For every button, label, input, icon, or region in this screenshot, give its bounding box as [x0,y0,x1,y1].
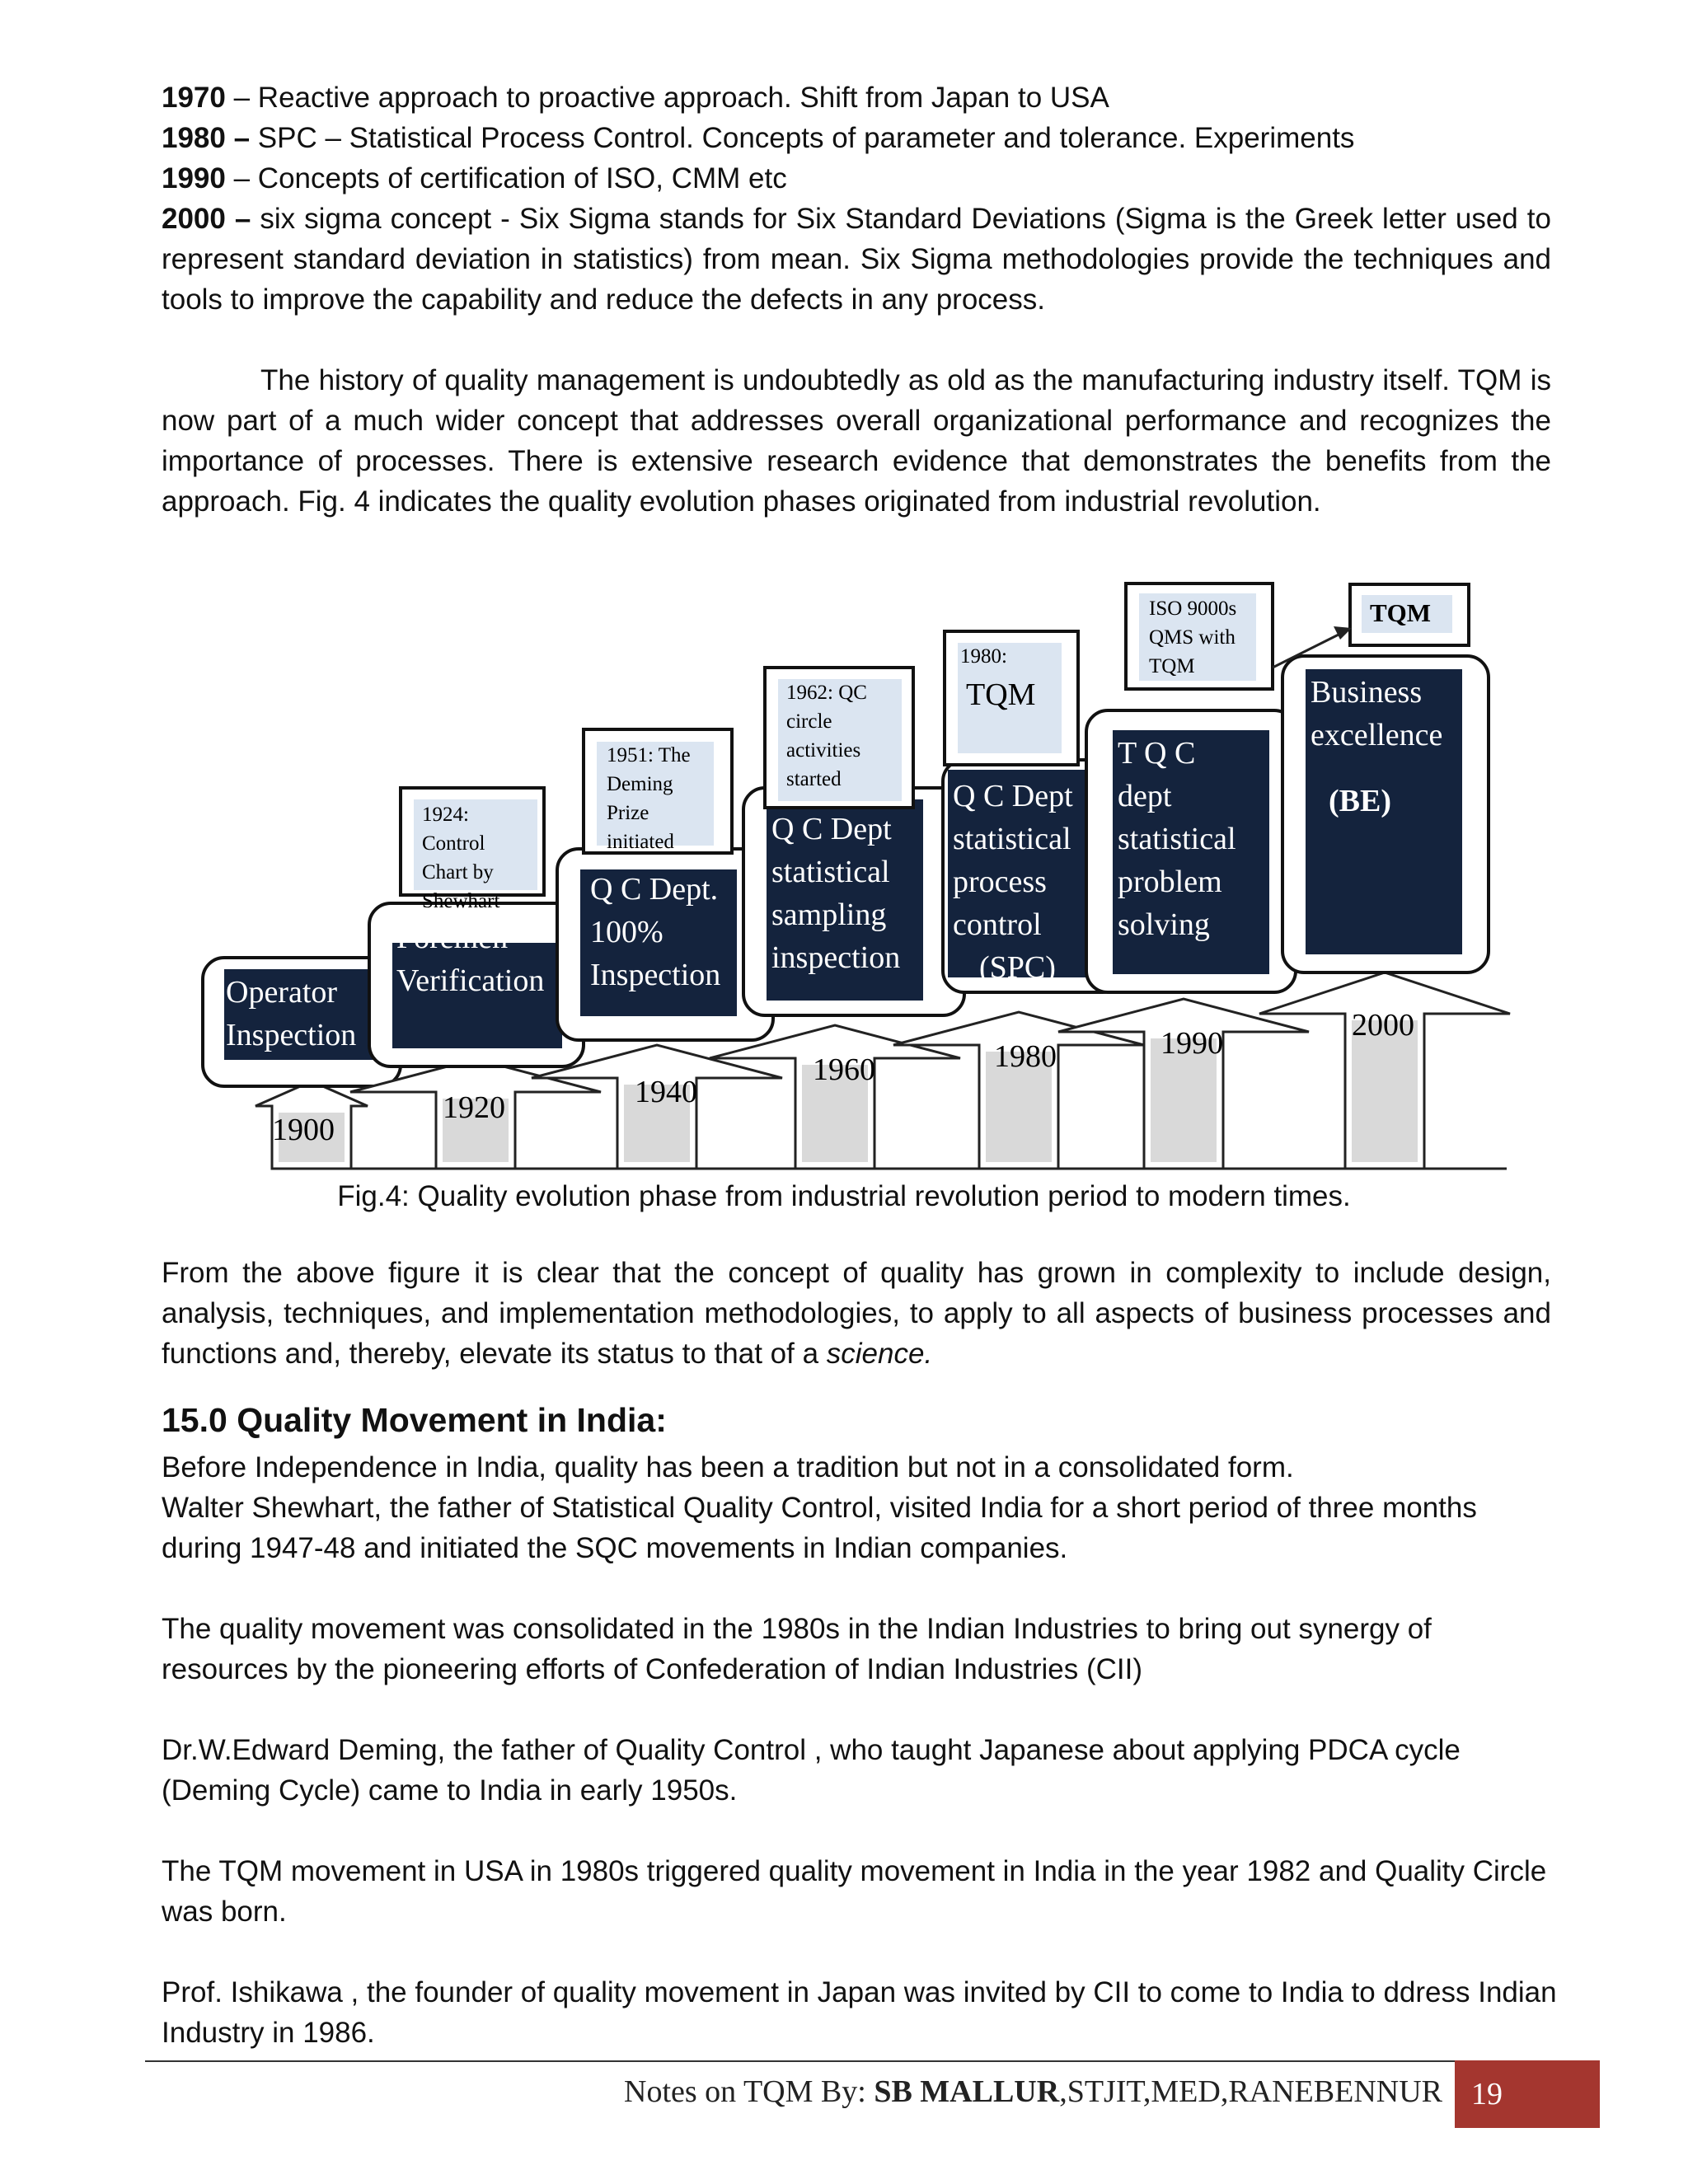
timeline-entry-1970: 1970 – Reactive approach to proactive approach. Shift from Japan to USA [162,82,1109,114]
india-paragraph: Before Independence in India, quality has been a tradition but not in a consolidated form. [162,1451,1294,1483]
milestone-note-text: TQM [1149,655,1195,677]
phase-label: excellence [1311,718,1443,752]
timeline-entries [162,77,1551,320]
milestone-note-text: Shewhart [422,890,500,912]
year-label: 1990 [1160,1026,1223,1061]
milestone-note-text: circle [786,710,832,733]
phase-label: Q C Dept [771,812,892,846]
phase-label: inspection [771,940,901,975]
phase-label: dept [1118,779,1172,813]
india-paragraph: Dr.W.Edward Deming, the father of Quality Control , who taught Japanese about applying PDCA cycle (Deming Cycle) came to India in early 1950s. [162,1734,1461,1807]
milestone-note-text: Control [422,832,485,855]
phase-label: (BE) [1329,784,1391,818]
milestone-note-text: Deming [607,773,673,795]
phase-label: T Q C [1118,736,1196,771]
phase-label: statistical [771,855,890,889]
year-label: 1940 [635,1075,697,1109]
phase-label: sampling [771,898,887,932]
india-paragraph: Walter Shewhart, the father of Statistical Quality Control, visited India for a short period of three months during 1947-48 and initiated the SQC movements in Indian companies. [162,1492,1477,1564]
phase-label: Inspection [226,1018,357,1052]
india-paragraph: Prof. Ishikawa , the founder of quality movement in Japan was invited by CII to come to India to ddress Indian Industry in 1986. [162,1976,1557,2049]
phase-label: Verification [396,963,545,998]
phase-label: 100% [590,915,663,949]
timeline-entry-1980: 1980 – SPC – Statistical Process Control. Concepts of parameter and tolerance. Experiments [162,122,1355,154]
phase-label: Q C Dept. [590,872,719,907]
phase-label: process [953,865,1047,899]
milestone-note-text: 1962: QC [786,682,867,704]
intro-paragraph: The history of quality management is undoubtedly as old as the manufacturing industry itself. TQM is now part of a much wider concept that addresses overall organizational performance and recognizes the importance of processes. There is extensive research evidence that demonstrates the benefits from the approach. Fig. 4 indicates the quality evolution phases originated from industrial revolution. [162,364,1551,518]
phase-label: Business [1311,675,1423,710]
timeline-entry-2000: 2000 – six sigma concept - Six Sigma stands for Six Standard Deviations (Sigma is the Greek letter used to represent standard deviation in statistics) from mean. Six Sigma methodologies provide the techniques and tools to improve the capability and reduce the defects in any process. [162,203,1551,316]
phase-label: Operator [226,975,338,1010]
page-number: 19 [1455,2060,1600,2128]
india-section [162,1447,1563,2053]
year-label: 1900 [272,1113,335,1147]
milestone-note-text: ISO 9000s [1149,598,1237,620]
year-label: 1920 [443,1090,505,1125]
footer-text: Notes on TQM By: SB MALLUR,STJIT,MED,RANEBENNUR [624,2074,1442,2109]
milestone-note-big: TQM [966,677,1036,712]
figure-caption: Fig.4: Quality evolution phase from industrial revolution period to modern times. [337,1180,1351,1212]
phase-label: (SPC) [979,950,1056,985]
year-label: 2000 [1352,1008,1414,1043]
india-paragraph: The quality movement was consolidated in the 1980s in the Indian Industries to bring out synergy of resources by the pioneering efforts of Confederation of Indian Industries (CII) [162,1613,1432,1685]
phase-label: Inspection [590,958,721,992]
after-figure-paragraph: From the above figure it is clear that the concept of quality has grown in complexity to include design, analysis, techniques, and implementation methodologies, to apply to all aspects of business processes and functions and, thereby, elevate its status to that of a science. [162,1257,1551,1370]
milestone-note-text: initiated [607,831,674,853]
phase-label: statistical [953,822,1071,856]
milestone-note-big: TQM [1370,598,1432,627]
milestone-note-text: QMS with [1149,626,1236,649]
year-label: 1980 [994,1039,1057,1074]
footer-divider [145,2060,1599,2062]
milestone-note-text: 1951: The [607,744,691,766]
timeline-entry-1990: 1990 – Concepts of certification of ISO, CMM etc [162,162,787,194]
section-heading: 15.0 Quality Movement in India: [162,1401,667,1439]
milestone-note-text: 1980: [960,645,1007,668]
quality-evolution-figure [0,577,1688,1179]
milestone-note-text: activities [786,739,861,762]
phase-label: control [953,907,1042,942]
phase-label: problem [1118,865,1222,899]
phase-label: solving [1118,907,1210,942]
milestone-note-text: 1924: [422,804,469,826]
milestone-note-text: Chart by [422,861,494,883]
phase-label: Q C Dept [953,779,1073,813]
milestone-note-text: started [786,768,842,790]
year-label: 1960 [813,1052,875,1087]
phase-label: Foremen [396,921,509,955]
phase-label: statistical [1118,822,1236,856]
india-paragraph: The TQM movement in USA in 1980s triggered quality movement in India in the year 1982 and Quality Circle was born. [162,1855,1547,1928]
milestone-note-text: Prize [607,802,649,824]
